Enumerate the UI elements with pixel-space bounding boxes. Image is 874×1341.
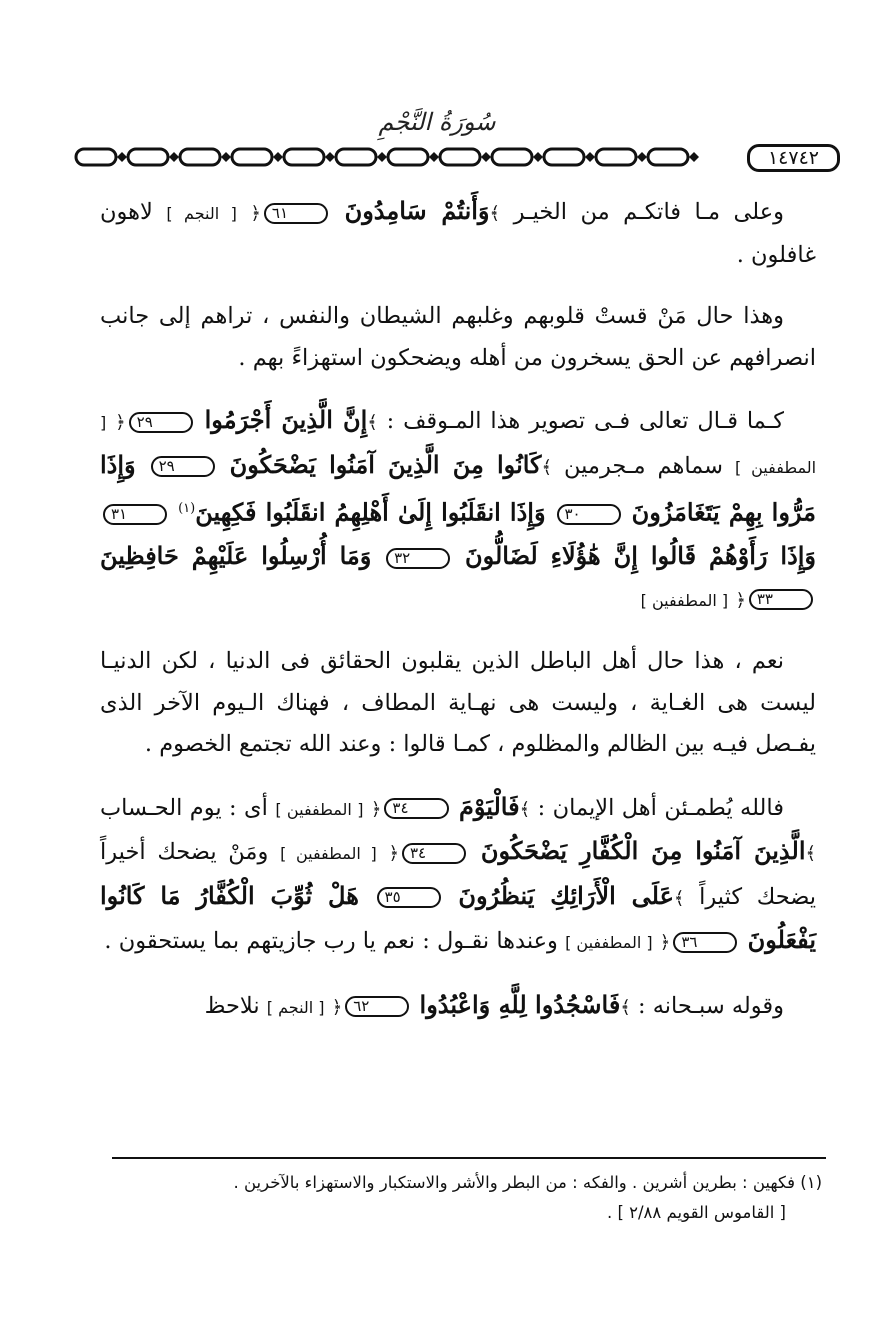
- quran-verse: فَالْيَوْمَ: [458, 791, 520, 821]
- chain-link: [440, 149, 480, 165]
- ornate-bracket-close: ﴿: [388, 843, 399, 864]
- main-text: [100, 190, 816, 1048]
- surah-reference: [ النجم ]: [266, 997, 325, 1017]
- text-segment: نعم ، هذا حال أهل الباطل الذين يقلبون الحقائق فى الدنيا ، لكن الدنيـا ليست هى الغـاية ، وليست هى نهـاية المطاف ، فهناك الـيوم الآخر الذى يفـصل فيـه بين الظالم والمظلوم ، كمـا قالوا : وعند الله تجتمع الخصوم .: [100, 648, 816, 757]
- text-segment: سماهم مـجرمين: [563, 452, 724, 479]
- footnote-marker: (١): [178, 501, 196, 516]
- chain-diamond: [221, 152, 231, 162]
- chain-diamond: [533, 152, 543, 162]
- ayah-number: ٣٥: [377, 887, 441, 908]
- chain-diamond: [273, 152, 283, 162]
- ayah-number: ٢٩: [151, 456, 215, 477]
- chain-diamond: [637, 152, 647, 162]
- ornate-bracket-open: ﴾: [620, 996, 631, 1018]
- chain-link: [336, 149, 376, 165]
- ayah-number: ٣٤: [402, 843, 466, 864]
- text-segment: وعندها نقـول : نعم يا رب جازيتهم بما يستحقون .: [104, 928, 558, 954]
- paragraph-2: [100, 296, 816, 379]
- ornate-bracket-close: ﴿: [250, 203, 261, 224]
- chain-diamond: [325, 152, 335, 162]
- quran-verse: الَّذِينَ آمَنُوا مِنَ الْكُفَّارِ يَضْحَكُونَ: [480, 836, 806, 865]
- ornate-bracket-close: ﴿: [370, 798, 382, 820]
- ornate-bracket-close: ﴿: [735, 589, 746, 611]
- ayah-number: ٦١: [264, 203, 328, 224]
- ornate-bracket-close: ﴿: [659, 932, 671, 953]
- ornate-bracket-open: ﴾: [519, 798, 531, 820]
- chain-diamond: [377, 152, 387, 162]
- ornate-bracket-open: ﴾: [489, 203, 501, 224]
- surah-reference: [ المطففين ]: [565, 933, 653, 952]
- quran-verse: كَانُوا مِنَ الَّذِينَ آمَنُوا يَضْحَكُونَ: [229, 449, 542, 479]
- ornate-bracket-close: ﴿: [331, 996, 343, 1018]
- chain-diamond: [689, 152, 699, 162]
- text-segment: أى : يوم الحـساب: [100, 794, 268, 821]
- text-segment: لاهون غافلون .: [100, 199, 816, 268]
- paragraph-1: [100, 190, 816, 276]
- ayah-number: ٣١: [103, 504, 167, 525]
- chain-link: [596, 149, 636, 165]
- text-segment: وهذا حال مَنْ قستْ قلوبهم وغلبهم الشيطان والنفس ، تراهم إلى جانب انصرافهم عن الحق يسخرون من أهله ويضحكون استهزاءً بهم .: [100, 303, 816, 371]
- chain-diamond: [117, 152, 127, 162]
- ayah-number: ٣٠: [557, 504, 621, 525]
- paragraph-3: [100, 399, 816, 621]
- ayah-number: ٣٦: [673, 932, 737, 953]
- text-segment: وقوله سبـحانه :: [638, 992, 784, 1019]
- chain-link: [648, 149, 688, 165]
- surah-reference: [ المطففين ]: [280, 844, 377, 863]
- chain-link: [180, 149, 220, 165]
- ornate-bracket-open: ﴾: [367, 412, 378, 433]
- chain-diamond: [169, 152, 179, 162]
- ornate-bracket-close: ﴿: [115, 412, 126, 433]
- chain-link: [128, 149, 168, 165]
- chain-diamond: [585, 152, 595, 162]
- surah-reference: [ المطففين ]: [640, 590, 729, 610]
- text-segment: وعلى مـا فاتكـم من الخيـر: [513, 199, 785, 225]
- ayah-number: ٦٢: [345, 996, 409, 1017]
- ayah-number: ٣٢: [386, 548, 450, 569]
- page-header-border: [72, 142, 840, 172]
- text-segment: فالله يُطمـئن أهل الإيمان :: [537, 794, 784, 821]
- ayah-number: ٣٣: [749, 589, 813, 610]
- chain-ornament-border: [72, 145, 722, 169]
- chain-diamond: [429, 152, 439, 162]
- surah-reference: [ النجم ]: [166, 204, 237, 223]
- ornate-bracket-open: ﴾: [541, 456, 553, 478]
- text-segment: كـما قـال تعالى فـى تصوير هذا المـوقف :: [386, 408, 784, 434]
- footnote-source: [ القاموس القويم ٢/٨٨ ] .: [606, 1203, 786, 1222]
- chain-link: [284, 149, 324, 165]
- quran-verse: هَلْ ثُوِّبَ الْكُفَّارُ مَا كَانُوا يَفْعَلُونَ: [100, 880, 816, 954]
- paragraph-6: [100, 984, 816, 1029]
- quran-verse: فَاسْجُدُوا لِلَّهِ وَاعْبُدُوا: [419, 989, 621, 1019]
- footnote-separator: [112, 1157, 826, 1159]
- text-segment: ومَنْ يضحك أخيراً يضحك كثيراً: [100, 839, 817, 910]
- chain-link: [492, 149, 532, 165]
- paragraph-5: [100, 786, 816, 964]
- quran-verse: إِنَّ الَّذِينَ أَجْرَمُوا: [204, 405, 368, 434]
- page-number: ١٤٧٤٢: [747, 144, 840, 172]
- quran-verse: وَإِذَا رَأَوْهُمْ قَالُوا إِنَّ هَٰؤُلَاءِ لَضَالُّونَ: [464, 541, 817, 570]
- chain-link: [544, 149, 584, 165]
- surah-reference: [ المطففين ]: [100, 413, 817, 477]
- ayah-number: ٢٩: [129, 412, 193, 433]
- quran-verse: وَإِذَا مَرُّوا بِهِمْ يَتَغَامَزُونَ: [100, 449, 817, 527]
- text-segment: نلاحظ: [204, 992, 260, 1019]
- chain-link: [232, 149, 272, 165]
- chain-link: [76, 149, 116, 165]
- chain-link: [388, 149, 428, 165]
- surah-reference: [ المطففين ]: [275, 799, 364, 819]
- footnote-text: (١) فكهين : بطرين أشرين . والفكه : من البطر والأشر والاستكبار والاستهزاء بالآخرين .: [233, 1173, 822, 1192]
- ornate-bracket-open: ﴾: [805, 843, 817, 864]
- surah-title: سُورَةُ النَّجْمِ: [378, 108, 496, 136]
- footnote: [92, 1168, 822, 1228]
- quran-verse: وَأَنتُمْ سَامِدُونَ: [344, 196, 490, 225]
- quran-verse: وَمَا أُرْسِلُوا عَلَيْهِمْ حَافِظِينَ: [100, 541, 372, 570]
- paragraph-4: [100, 641, 816, 766]
- quran-verse: عَلَى الْأَرَائِكِ يَنظُرُونَ: [458, 880, 674, 910]
- ornate-bracket-open: ﴾: [673, 887, 685, 909]
- chain-diamond: [481, 152, 491, 162]
- quran-verse: وَإِذَا انقَلَبُوا إِلَىٰ أَهْلِهِمُ انقَلَبُوا فَكِهِينَ: [195, 497, 546, 527]
- ayah-number: ٣٤: [384, 798, 448, 819]
